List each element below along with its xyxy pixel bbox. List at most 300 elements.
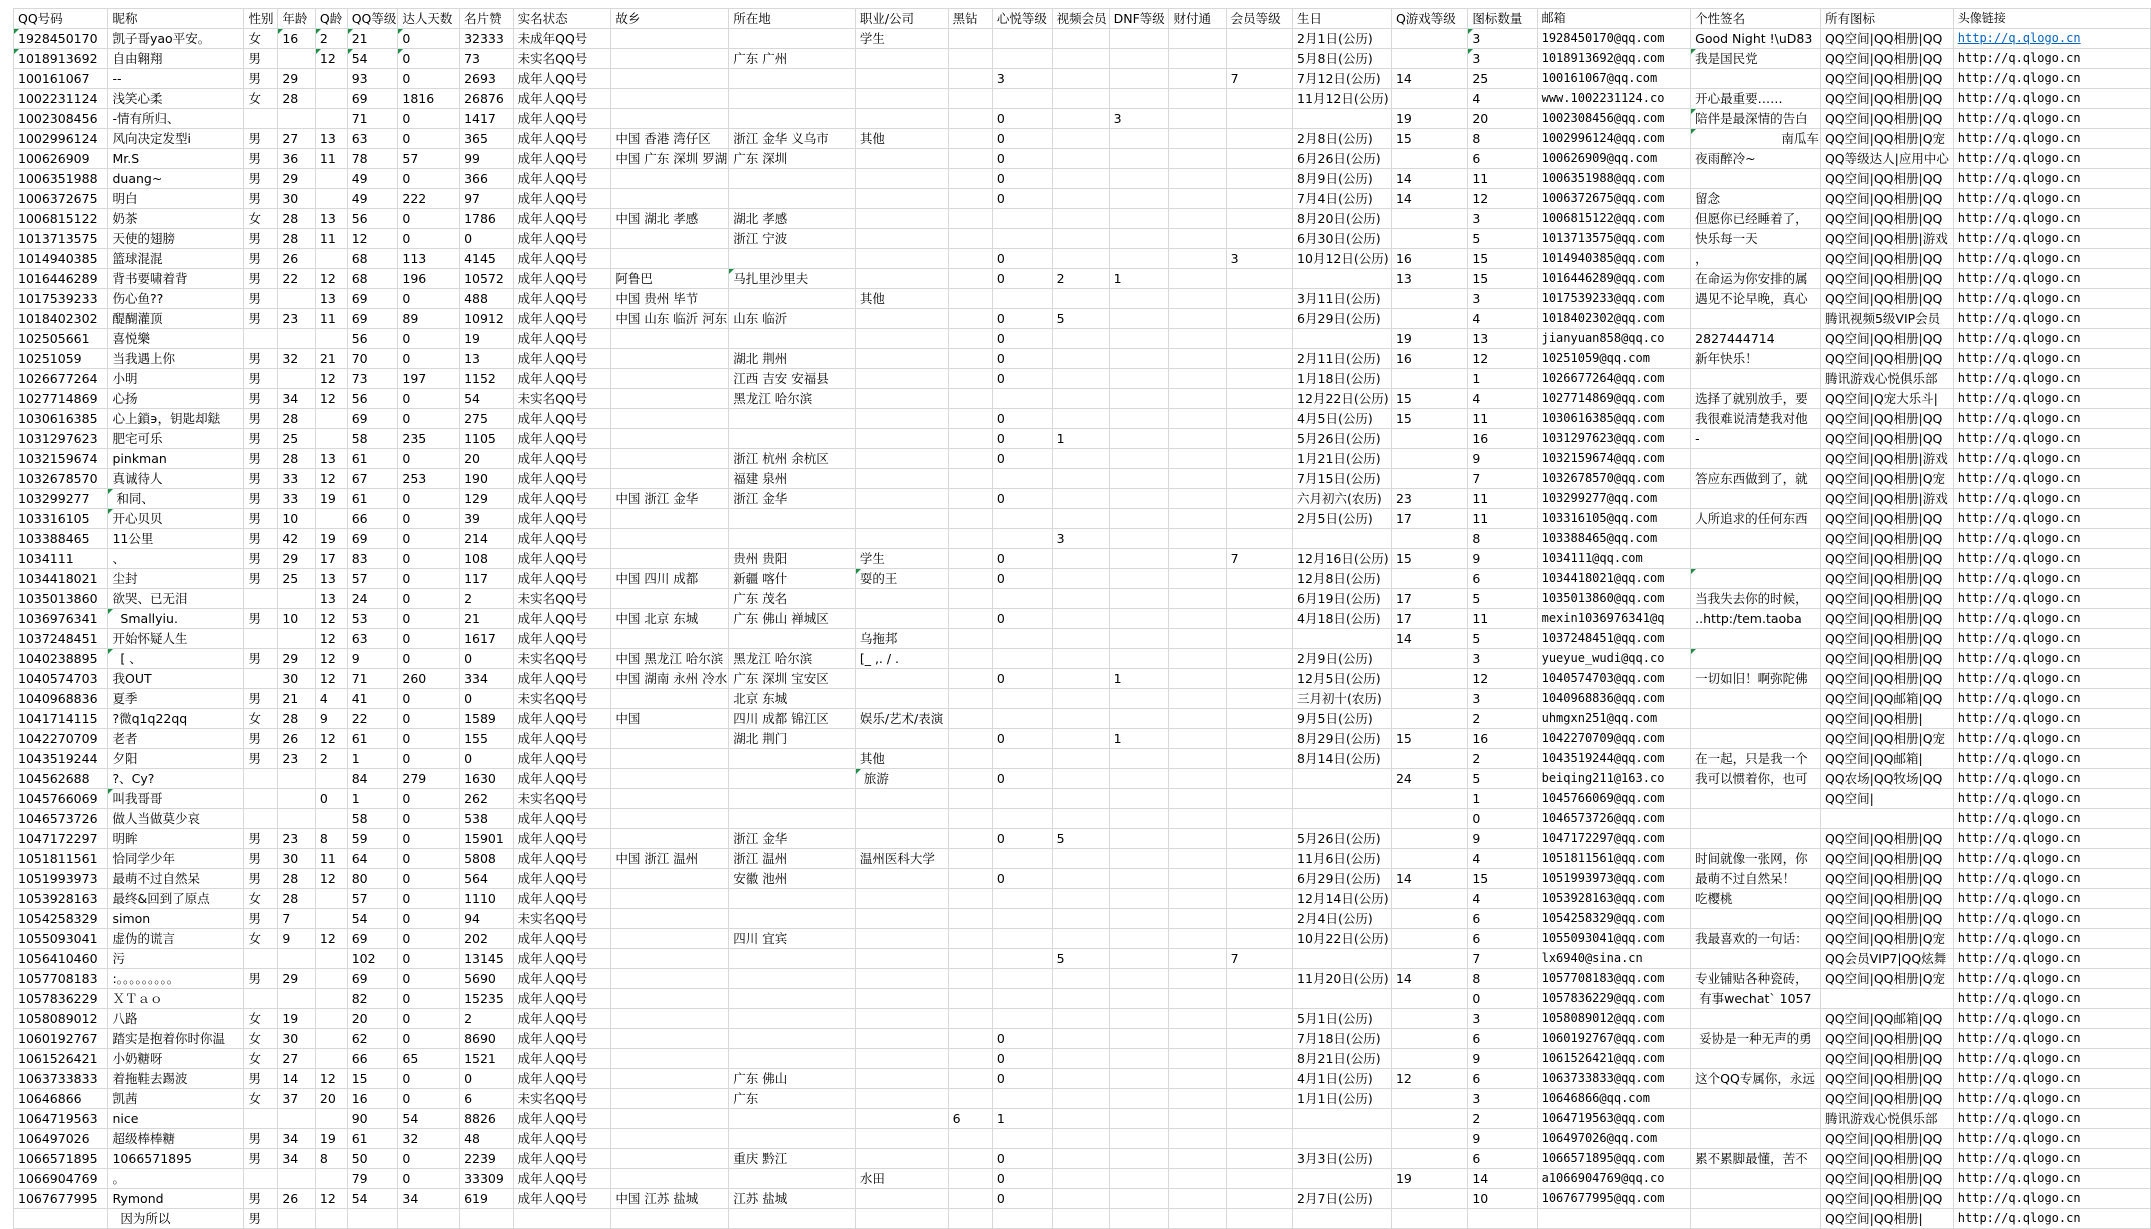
- cell[interactable]: uhmgxn251@qq.com: [1537, 709, 1691, 729]
- cell[interactable]: [1109, 589, 1169, 609]
- cell[interactable]: 成年人QQ号: [513, 309, 611, 329]
- cell[interactable]: 4月1日(公历): [1293, 1069, 1392, 1089]
- cell[interactable]: [1109, 809, 1169, 829]
- cell[interactable]: 14: [1391, 189, 1467, 209]
- cell[interactable]: [1226, 1089, 1292, 1109]
- cell[interactable]: [1052, 669, 1109, 689]
- cell[interactable]: 浙江 杭州 余杭区: [729, 449, 856, 469]
- cell[interactable]: [855, 429, 948, 449]
- cell[interactable]: http://q.qlogo.cn: [1953, 209, 2150, 229]
- cell[interactable]: 21: [347, 29, 398, 49]
- cell[interactable]: [1169, 829, 1226, 849]
- cell[interactable]: [315, 189, 347, 209]
- cell[interactable]: 129: [460, 489, 514, 509]
- cell[interactable]: 快乐每一天: [1691, 229, 1821, 249]
- cell[interactable]: [948, 929, 992, 949]
- cell[interactable]: 15: [1468, 269, 1537, 289]
- cell[interactable]: lx6940@sina.cn: [1537, 949, 1691, 969]
- cell[interactable]: [1226, 29, 1292, 49]
- cell[interactable]: 阿鲁巴: [611, 269, 729, 289]
- cell[interactable]: 69: [347, 969, 398, 989]
- cell[interactable]: [611, 1149, 729, 1169]
- cell[interactable]: http://q.qlogo.cn: [1953, 749, 2150, 769]
- cell[interactable]: [1109, 969, 1169, 989]
- cell[interactable]: [1052, 69, 1109, 89]
- cell[interactable]: [1109, 769, 1169, 789]
- cell[interactable]: [992, 929, 1052, 949]
- cell[interactable]: 1: [1468, 789, 1537, 809]
- cell[interactable]: [1391, 789, 1467, 809]
- cell[interactable]: 29: [278, 969, 316, 989]
- cell[interactable]: 当我失去你的时候，: [1691, 589, 1821, 609]
- cell[interactable]: 253: [398, 469, 460, 489]
- cell[interactable]: 7: [1226, 69, 1292, 89]
- cell[interactable]: 10月22日(公历): [1293, 929, 1392, 949]
- cell[interactable]: [611, 229, 729, 249]
- cell[interactable]: http://q.qlogo.cn: [1953, 429, 2150, 449]
- cell[interactable]: [1691, 529, 1821, 549]
- cell[interactable]: 1034111: [14, 549, 108, 569]
- cell[interactable]: 1016446289@qq.com: [1537, 269, 1691, 289]
- cell[interactable]: 0: [992, 729, 1052, 749]
- cell[interactable]: 1066571895@qq.com: [1537, 1149, 1691, 1169]
- cell[interactable]: [1226, 269, 1292, 289]
- cell[interactable]: 5月26日(公历): [1293, 429, 1392, 449]
- cell[interactable]: 未实名QQ号: [513, 589, 611, 609]
- cell[interactable]: 7: [1468, 469, 1537, 489]
- cell[interactable]: [1052, 609, 1109, 629]
- cell[interactable]: [611, 449, 729, 469]
- cell[interactable]: 17: [1391, 509, 1467, 529]
- cell[interactable]: [729, 809, 856, 829]
- cell[interactable]: 0: [992, 1149, 1052, 1169]
- cell[interactable]: [1169, 549, 1226, 569]
- cell[interactable]: Good Night !\uD83: [1691, 29, 1821, 49]
- cell[interactable]: [1109, 869, 1169, 889]
- cell[interactable]: [1052, 629, 1109, 649]
- cell[interactable]: QQ空间|QQ相册|QQ: [1820, 209, 1953, 229]
- cell[interactable]: [948, 989, 992, 1009]
- cell[interactable]: [1052, 169, 1109, 189]
- cell[interactable]: 奶茶: [108, 209, 244, 229]
- cell[interactable]: 中国 贵州 毕节: [611, 289, 729, 309]
- cell[interactable]: 9: [1468, 1049, 1537, 1069]
- cell[interactable]: 最萌不过自然呆: [108, 869, 244, 889]
- cell[interactable]: 0: [992, 449, 1052, 469]
- cell[interactable]: QQ空间|QQ相册|QQ: [1820, 189, 1953, 209]
- cell[interactable]: 未实名QQ号: [513, 49, 611, 69]
- cell[interactable]: 女: [244, 89, 278, 109]
- cell[interactable]: http://q.qlogo.cn: [1953, 29, 2150, 49]
- cell[interactable]: 100626909: [14, 149, 108, 169]
- cell[interactable]: 成年人QQ号: [513, 449, 611, 469]
- cell[interactable]: QQ空间|QQ相册|QQ: [1820, 669, 1953, 689]
- cell[interactable]: 20: [315, 1089, 347, 1109]
- cell[interactable]: [1052, 749, 1109, 769]
- cell[interactable]: [315, 989, 347, 1009]
- cell[interactable]: [1391, 649, 1467, 669]
- cell[interactable]: 14: [1391, 869, 1467, 889]
- cell[interactable]: [1391, 1129, 1467, 1149]
- cell[interactable]: 90: [347, 1109, 398, 1129]
- cell[interactable]: 106497026: [14, 1129, 108, 1149]
- cell[interactable]: [1052, 969, 1109, 989]
- cell[interactable]: [948, 69, 992, 89]
- cell[interactable]: [1691, 829, 1821, 849]
- cell[interactable]: 0: [460, 229, 514, 249]
- cell[interactable]: [1391, 469, 1467, 489]
- cell[interactable]: 0: [398, 609, 460, 629]
- cell[interactable]: 13: [315, 129, 347, 149]
- cell[interactable]: 12: [315, 609, 347, 629]
- cell[interactable]: [855, 589, 948, 609]
- cell[interactable]: 68: [347, 249, 398, 269]
- cell[interactable]: 真诚待人: [108, 469, 244, 489]
- cell[interactable]: 1016446289: [14, 269, 108, 289]
- cell[interactable]: [855, 809, 948, 829]
- cell[interactable]: 留念: [1691, 189, 1821, 209]
- cell[interactable]: [855, 989, 948, 1009]
- cell[interactable]: 80: [347, 869, 398, 889]
- cell[interactable]: 21: [278, 689, 316, 709]
- cell[interactable]: [1109, 1149, 1169, 1169]
- cell[interactable]: 风向决定发型i: [108, 129, 244, 149]
- cell[interactable]: 选择了就别放手，要: [1691, 389, 1821, 409]
- cell[interactable]: 16: [1391, 249, 1467, 269]
- cell[interactable]: [948, 569, 992, 589]
- cell[interactable]: [855, 929, 948, 949]
- cell[interactable]: 其他: [855, 129, 948, 149]
- cell[interactable]: 0: [398, 409, 460, 429]
- cell[interactable]: 新年快乐！: [1691, 349, 1821, 369]
- cell[interactable]: 0: [398, 1169, 460, 1189]
- cell[interactable]: 9: [315, 709, 347, 729]
- cell[interactable]: [1109, 469, 1169, 489]
- cell[interactable]: [1052, 689, 1109, 709]
- cell[interactable]: [611, 329, 729, 349]
- cell[interactable]: [1052, 1009, 1109, 1029]
- cell[interactable]: 成年人QQ号: [513, 989, 611, 1009]
- cell[interactable]: 1066571895: [14, 1149, 108, 1169]
- cell[interactable]: http://q.qlogo.cn: [1953, 669, 2150, 689]
- cell[interactable]: 12: [1468, 189, 1537, 209]
- cell[interactable]: 6: [460, 1089, 514, 1109]
- cell[interactable]: QQ会员VIP7|QQ炫舞: [1820, 949, 1953, 969]
- cell[interactable]: 33: [278, 469, 316, 489]
- cell[interactable]: [1052, 189, 1109, 209]
- cell[interactable]: 48: [460, 1129, 514, 1149]
- cell[interactable]: 12月16日(公历): [1293, 549, 1392, 569]
- cell[interactable]: http://q.qlogo.cn: [1953, 509, 2150, 529]
- cell[interactable]: 9: [1468, 1129, 1537, 1149]
- cell[interactable]: 69: [347, 289, 398, 309]
- cell[interactable]: [1109, 649, 1169, 669]
- cell[interactable]: 0: [398, 129, 460, 149]
- cell[interactable]: [611, 349, 729, 369]
- cell[interactable]: http://q.qlogo.cn: [1953, 69, 2150, 89]
- cell[interactable]: 成年人QQ号: [513, 769, 611, 789]
- cell[interactable]: 1061526421@qq.com: [1537, 1049, 1691, 1069]
- cell[interactable]: [1169, 69, 1226, 89]
- cell[interactable]: 0: [398, 229, 460, 249]
- cell[interactable]: 1054258329: [14, 909, 108, 929]
- cell[interactable]: [948, 89, 992, 109]
- cell[interactable]: [1169, 1169, 1226, 1189]
- cell[interactable]: 69: [347, 409, 398, 429]
- cell[interactable]: [244, 949, 278, 969]
- cell[interactable]: 16: [278, 29, 316, 49]
- cell[interactable]: QQ空间|QQ相册|QQ: [1820, 109, 1953, 129]
- cell[interactable]: [1391, 1189, 1467, 1209]
- cell[interactable]: 49: [347, 189, 398, 209]
- cell[interactable]: http://q.qlogo.cn: [1953, 809, 2150, 829]
- cell[interactable]: [992, 89, 1052, 109]
- cell[interactable]: [1226, 1189, 1292, 1209]
- cell[interactable]: 0: [992, 1069, 1052, 1089]
- cell[interactable]: 13: [315, 289, 347, 309]
- cell[interactable]: [1169, 729, 1226, 749]
- cell[interactable]: 六月初六(农历): [1293, 489, 1392, 509]
- cell[interactable]: [315, 429, 347, 449]
- cell[interactable]: 0: [398, 349, 460, 369]
- cell[interactable]: [611, 389, 729, 409]
- cell[interactable]: QQ空间|QQ邮箱|QQ: [1820, 689, 1953, 709]
- cell[interactable]: [1109, 209, 1169, 229]
- cell[interactable]: [611, 829, 729, 849]
- cell[interactable]: [611, 769, 729, 789]
- cell[interactable]: 619: [460, 1189, 514, 1209]
- cell[interactable]: [992, 849, 1052, 869]
- cell[interactable]: [1226, 229, 1292, 249]
- cell[interactable]: 28: [278, 709, 316, 729]
- cell[interactable]: 男: [244, 129, 278, 149]
- cell[interactable]: 26: [278, 729, 316, 749]
- cell[interactable]: http://q.qlogo.cn: [1953, 1149, 2150, 1169]
- cell[interactable]: 26876: [460, 89, 514, 109]
- cell[interactable]: [315, 949, 347, 969]
- cell[interactable]: [948, 1189, 992, 1209]
- cell[interactable]: 1: [1052, 429, 1109, 449]
- cell[interactable]: QQ空间|QQ相册|QQ: [1820, 609, 1953, 629]
- cell[interactable]: 男: [244, 149, 278, 169]
- cell[interactable]: 12: [315, 929, 347, 949]
- cell[interactable]: [1109, 149, 1169, 169]
- cell[interactable]: [992, 289, 1052, 309]
- cell[interactable]: [1226, 909, 1292, 929]
- cell[interactable]: [729, 1049, 856, 1069]
- cell[interactable]: http://q.qlogo.cn: [1953, 909, 2150, 929]
- cell[interactable]: beiqing211@163.co: [1537, 769, 1691, 789]
- cell[interactable]: [278, 809, 316, 829]
- cell[interactable]: 6: [1468, 909, 1537, 929]
- cell[interactable]: 1017539233@qq.com: [1537, 289, 1691, 309]
- cell[interactable]: http://q.qlogo.cn: [1953, 869, 2150, 889]
- cell[interactable]: [855, 349, 948, 369]
- cell[interactable]: ?、Cy?: [108, 769, 244, 789]
- cell[interactable]: [611, 409, 729, 429]
- cell[interactable]: [1052, 989, 1109, 1009]
- cell[interactable]: http://q.qlogo.cn: [1953, 649, 2150, 669]
- cell[interactable]: [948, 749, 992, 769]
- cell[interactable]: 1027714869@qq.com: [1537, 389, 1691, 409]
- cell[interactable]: 1067677995: [14, 1189, 108, 1209]
- cell[interactable]: [315, 769, 347, 789]
- cell[interactable]: 54: [347, 49, 398, 69]
- cell[interactable]: 成年人QQ号: [513, 549, 611, 569]
- cell[interactable]: [729, 769, 856, 789]
- cell[interactable]: 103299277@qq.com: [1537, 489, 1691, 509]
- cell[interactable]: 25: [278, 569, 316, 589]
- cell[interactable]: 12月5日(公历): [1293, 669, 1392, 689]
- cell[interactable]: 0: [992, 609, 1052, 629]
- cell[interactable]: 2: [315, 749, 347, 769]
- cell[interactable]: 重庆 黔江: [729, 1149, 856, 1169]
- cell[interactable]: 1014940385: [14, 249, 108, 269]
- cell[interactable]: [1691, 709, 1821, 729]
- cell[interactable]: [1691, 789, 1821, 809]
- cell[interactable]: 1521: [460, 1049, 514, 1069]
- cell[interactable]: 我OUT: [108, 669, 244, 689]
- cell[interactable]: 30: [278, 189, 316, 209]
- cell[interactable]: 1006351988: [14, 169, 108, 189]
- cell[interactable]: 27: [278, 1049, 316, 1069]
- cell[interactable]: 17: [1391, 589, 1467, 609]
- cell[interactable]: [611, 549, 729, 569]
- cell[interactable]: 但愿你已经睡着了，: [1691, 209, 1821, 229]
- cell[interactable]: yueyue_wudi@qq.co: [1537, 649, 1691, 669]
- cell[interactable]: [1226, 109, 1292, 129]
- cell[interactable]: 未成年QQ号: [513, 29, 611, 49]
- cell[interactable]: 1013713575@qq.com: [1537, 229, 1691, 249]
- cell[interactable]: 1043519244: [14, 749, 108, 769]
- cell[interactable]: [1820, 989, 1953, 1009]
- cell[interactable]: [1109, 529, 1169, 549]
- cell[interactable]: [1226, 769, 1292, 789]
- cell[interactable]: 成年人QQ号: [513, 209, 611, 229]
- cell[interactable]: [855, 49, 948, 69]
- cell[interactable]: QQ空间|QQ相册|Q宠: [1820, 129, 1953, 149]
- cell[interactable]: 1018913692: [14, 49, 108, 69]
- cell[interactable]: 背书要啸着背: [108, 269, 244, 289]
- cell[interactable]: 1017539233: [14, 289, 108, 309]
- cell[interactable]: 成年人QQ号: [513, 1029, 611, 1049]
- cell[interactable]: 99: [460, 149, 514, 169]
- cell[interactable]: 89: [398, 309, 460, 329]
- cell[interactable]: 279: [398, 769, 460, 789]
- cell[interactable]: [1691, 909, 1821, 929]
- cell[interactable]: [948, 969, 992, 989]
- cell[interactable]: 男: [244, 349, 278, 369]
- cell[interactable]: http://q.qlogo.cn: [1953, 829, 2150, 849]
- cell[interactable]: 虚伪的谎言: [108, 929, 244, 949]
- cell[interactable]: 男: [244, 1129, 278, 1149]
- cell[interactable]: [1226, 1069, 1292, 1089]
- cell[interactable]: 累不累脚最懂，苦不: [1691, 1149, 1821, 1169]
- cell[interactable]: [611, 989, 729, 1009]
- cell[interactable]: [1391, 809, 1467, 829]
- cell[interactable]: 11公里: [108, 529, 244, 549]
- cell[interactable]: 1041714115: [14, 709, 108, 729]
- cell[interactable]: [992, 209, 1052, 229]
- cell[interactable]: http://q.qlogo.cn: [1953, 549, 2150, 569]
- cell[interactable]: [1226, 1049, 1292, 1069]
- cell[interactable]: 1006351988@qq.com: [1537, 169, 1691, 189]
- cell[interactable]: [948, 1089, 992, 1109]
- cell[interactable]: 28: [278, 449, 316, 469]
- cell[interactable]: 61: [347, 729, 398, 749]
- cell[interactable]: 其他: [855, 749, 948, 769]
- cell[interactable]: 2: [460, 1009, 514, 1029]
- cell[interactable]: [1169, 569, 1226, 589]
- cell[interactable]: 1046573726@qq.com: [1537, 809, 1691, 829]
- cell[interactable]: 1040574703: [14, 669, 108, 689]
- cell[interactable]: 57: [398, 149, 460, 169]
- column-header[interactable]: QQ号码: [14, 9, 108, 29]
- cell[interactable]: 1152: [460, 369, 514, 389]
- cell[interactable]: [948, 729, 992, 749]
- cell[interactable]: 1630: [460, 769, 514, 789]
- cell[interactable]: 84: [347, 769, 398, 789]
- cell[interactable]: 15: [1391, 549, 1467, 569]
- cell[interactable]: [948, 469, 992, 489]
- cell[interactable]: [1169, 689, 1226, 709]
- cell[interactable]: 57: [347, 569, 398, 589]
- cell[interactable]: 八路: [108, 1009, 244, 1029]
- cell[interactable]: 0: [398, 889, 460, 909]
- column-header[interactable]: 视频会员: [1052, 9, 1109, 29]
- cell[interactable]: QQ空间|QQ相册|QQ: [1820, 329, 1953, 349]
- cell[interactable]: 女: [244, 1089, 278, 1109]
- cell[interactable]: 1060192767: [14, 1029, 108, 1049]
- cell[interactable]: 湖北 荆门: [729, 729, 856, 749]
- cell[interactable]: 未实名QQ号: [513, 389, 611, 409]
- cell[interactable]: 0: [992, 829, 1052, 849]
- cell[interactable]: http://q.qlogo.cn: [1953, 1009, 2150, 1029]
- cell[interactable]: [1169, 169, 1226, 189]
- cell[interactable]: [1109, 989, 1169, 1009]
- cell[interactable]: [992, 689, 1052, 709]
- cell[interactable]: [1109, 609, 1169, 629]
- cell[interactable]: 56: [347, 209, 398, 229]
- cell[interactable]: [1052, 369, 1109, 389]
- cell[interactable]: 19: [1391, 109, 1467, 129]
- cell[interactable]: http://q.qlogo.cn: [1953, 169, 2150, 189]
- cell[interactable]: [611, 1129, 729, 1149]
- cell[interactable]: 1034111@qq.com: [1537, 549, 1691, 569]
- cell[interactable]: [992, 989, 1052, 1009]
- cell[interactable]: [1391, 309, 1467, 329]
- cell[interactable]: 488: [460, 289, 514, 309]
- cell[interactable]: 0: [992, 329, 1052, 349]
- cell[interactable]: [611, 749, 729, 769]
- cell[interactable]: 男: [244, 449, 278, 469]
- cell[interactable]: [1226, 829, 1292, 849]
- cell[interactable]: [1169, 749, 1226, 769]
- cell[interactable]: [1109, 1129, 1169, 1149]
- cell[interactable]: 1002996124: [14, 129, 108, 149]
- cell[interactable]: 14: [1391, 69, 1467, 89]
- cell[interactable]: [992, 1129, 1052, 1149]
- cell[interactable]: 乌拖邦: [855, 629, 948, 649]
- cell[interactable]: 7月15日(公历): [1293, 469, 1392, 489]
- cell[interactable]: 103316105@qq.com: [1537, 509, 1691, 529]
- cell[interactable]: QQ空间|QQ相册|QQ: [1820, 429, 1953, 449]
- cell[interactable]: [1169, 89, 1226, 109]
- cell[interactable]: [948, 589, 992, 609]
- cell[interactable]: 59: [347, 829, 398, 849]
- cell[interactable]: [855, 609, 948, 629]
- cell[interactable]: 97: [460, 189, 514, 209]
